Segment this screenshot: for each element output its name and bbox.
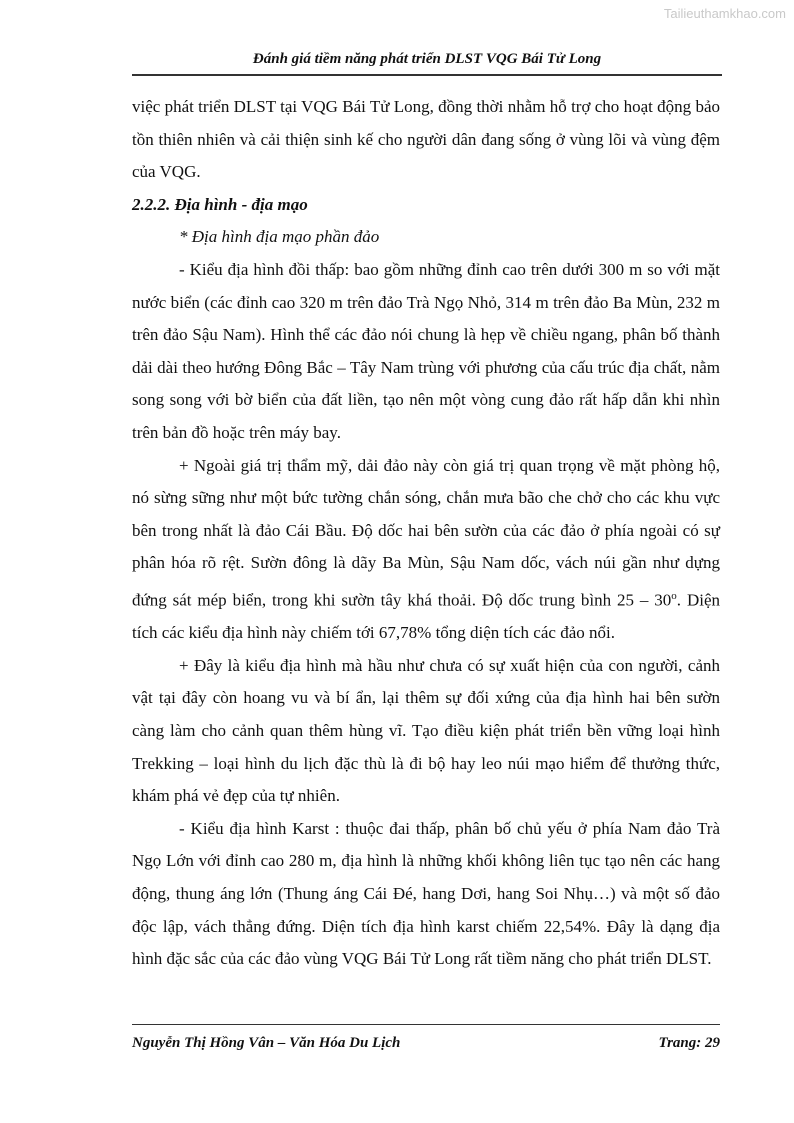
paragraph-protection-value bbox=[132, 450, 720, 650]
paragraph-low-hills: - Kiểu địa hình đồi thấp: bao gồm những đỉnh cao trên dưới 300 m so với mặt nước biển (các đỉnh cao 320 m trên đảo Trà Ngọ Nhỏ, 314 m trên đảo Ba Mùn, 232 m trên đảo Sậu Nam). Hình thể các đảo nói chung là hẹp về chiều ngang, phân bố thành dải dài theo hướng Đông Bắc – Tây Nam trùng với phương của cấu trúc địa chất, nằm song song với bờ biển của đất liền, tạo nên một vòng cung đảo rất hấp dẫn khi nhìn trên bản đồ hoặc trên máy bay. bbox=[132, 259, 720, 442]
section-heading: 2.2.2. Địa hình - địa mạo bbox=[132, 194, 308, 214]
watermark: Tailieuthamkhao.com bbox=[663, 6, 786, 21]
paragraph-intro-continuation: việc phát triển DLST tại VQG Bái Tử Long, đồng thời nhằm hỗ trợ cho hoạt động bảo tồn thiên nhiên và cải thiện sinh kế cho người dân đang sống ở vùng lõi và vùng đệm của VQG. bbox=[132, 97, 720, 182]
page-content bbox=[132, 91, 720, 976]
paragraph-karst: - Kiểu địa hình Karst : thuộc đai thấp, phân bố chủ yếu ở phía Nam đảo Trà Ngọ Lớn với đỉnh cao 280 m, địa hình là những khối không liên tục tạo nên các hang động, thung áng lớn (Thung áng Cái Đé, hang Dơi, hang Soi Nhụ…) và một số đảo độc lập, vách thẳng đứng. Diện tích địa hình karst chiếm 22,54%. Đây là dạng địa hình đặc sắc của các đảo vùng VQG Bái Tử Long rất tiềm năng cho phát triển DLST. bbox=[132, 818, 720, 969]
paragraph-protection-text-1: + Ngoài giá trị thẩm mỹ, dải đảo này còn giá trị quan trọng về mặt phòng hộ, nó sừng sững như một bức tường chắn sóng, chắn mưa bão che chở cho các khu vực bên trong nhất là đảo Cái Bầu. Độ dốc hai bên sườn của các đảo ở phía ngoài có sự phân hóa rõ rệt. Sườn đông là dãy Ba Mùn, Sậu Nam dốc, vách núi gần như dựng đứng sát mép biển, trong khi sườn tây khá thoải. Độ dốc trung bình 25 – 30 bbox=[132, 455, 720, 610]
degree-superscript: o bbox=[671, 589, 677, 602]
paragraph-trekking: + Đây là kiểu địa hình mà hầu như chưa có sự xuất hiện của con người, cảnh vật tại đây còn hoang vu và bí ẩn, lại thêm sự đối xứng của địa hình hai bên sườn càng làm cho cảnh quan thêm hùng vĩ. Tạo điều kiện phát triển bền vững loại hình Trekking – loại hình du lịch đặc thù là đi bộ hay leo núi mạo hiểm để thưởng thức, khám phá vẻ đẹp của tự nhiên. bbox=[132, 655, 720, 806]
footer-page-number: Trang: 29 bbox=[658, 1035, 720, 1051]
page-footer bbox=[132, 1024, 720, 1061]
footer-author: Nguyễn Thị Hồng Vân – Văn Hóa Du Lịch bbox=[132, 1035, 401, 1051]
subsection-heading: * Địa hình địa mạo phần đảo bbox=[179, 227, 380, 247]
page-header: Đánh giá tiềm năng phát triển DLST VQG Bái Tử Long bbox=[132, 44, 722, 76]
paragraph-protection-text-2: . Diện tích các kiểu địa hình này chiếm tới 67,78% tổng diện tích các đảo nổi. bbox=[132, 590, 720, 643]
